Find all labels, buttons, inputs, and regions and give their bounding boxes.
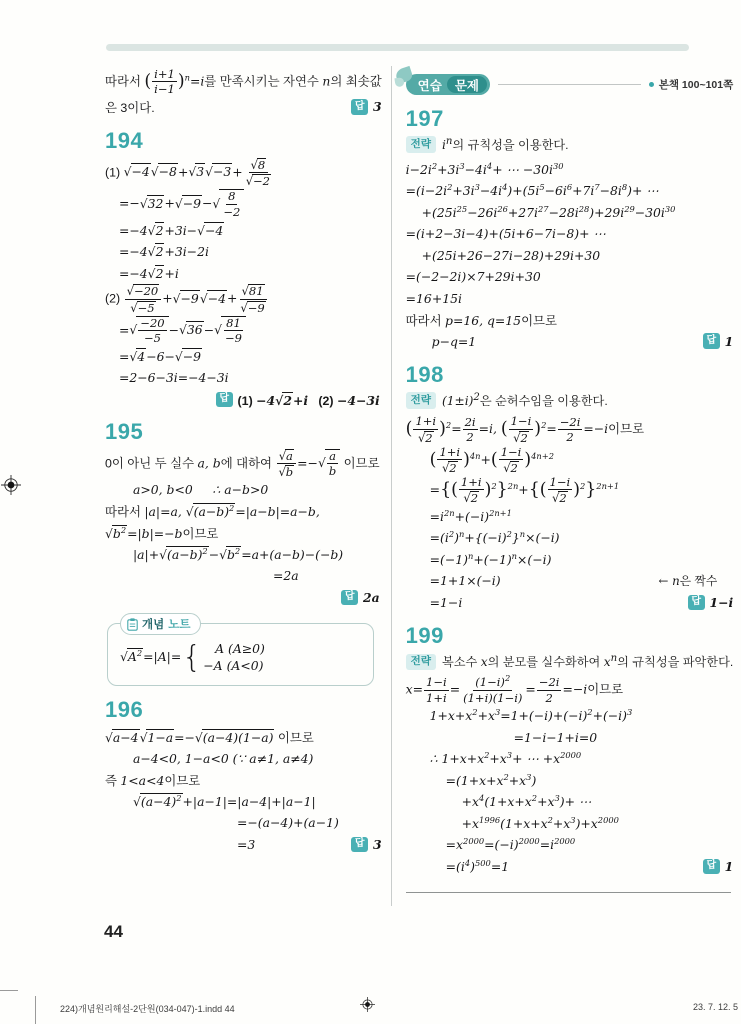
solution-line (406, 813, 734, 833)
solution-line (105, 284, 382, 314)
math-expression: 은 3이다. (105, 100, 155, 115)
math-expression: $=x^{2000}=(-i)^{2000}=i^{2000}$ (445, 836, 576, 853)
answer-badge: 답 (341, 590, 358, 606)
solution-line (105, 480, 382, 500)
answer (693, 859, 733, 875)
math-expression: =√4−6−√−9 (119, 349, 202, 365)
solution-line (105, 834, 382, 854)
math-expression: 0이 아닌 두 실수 a, b에 대하여 $\frac{√a}{√b}$ =−√ $\frac{a}{b}$ 이므로 (105, 448, 380, 479)
strategy-line (406, 653, 734, 670)
solution-line (406, 727, 734, 747)
book-page-reference: 본책 100~101쪽 (658, 79, 734, 91)
solution-line (105, 727, 382, 747)
answer (341, 99, 381, 115)
answer-badge: 답 (688, 595, 705, 611)
concept-note-title (120, 613, 201, 635)
problem-number: 197 (405, 106, 444, 131)
solution-line (105, 501, 382, 521)
math-expression: =−4√2+i (119, 265, 179, 281)
solution-line (406, 835, 734, 855)
solution-line (105, 158, 382, 188)
practice-pill (406, 74, 490, 95)
math-expression: =−4√2+3i−2i (119, 244, 209, 260)
problems-label: 문제 (447, 76, 487, 93)
answer-badge: 답 (703, 859, 720, 875)
solution-line (105, 346, 382, 366)
answer-line (105, 392, 380, 408)
math-expression: ∴ $1+x+x^2+x^3+$ ⋯ $+x^{2000}$ (429, 750, 582, 767)
math-expression: =(−2−2i)×7+29i+30 (405, 269, 541, 285)
math-expression: $√A^2=|A|=$ { A (A≥0) −A (A<0) (120, 639, 265, 675)
solution-line (406, 331, 734, 351)
solution-line (406, 770, 734, 790)
note-title-bold: 개념 (142, 619, 165, 632)
solution-line (406, 706, 734, 726)
solution-line (406, 792, 734, 812)
registration-mark-bottom (360, 997, 375, 1012)
math-expression: 따라서 |a|=a, $√(a-b)^2=|a-b|=a-b$, (105, 503, 320, 520)
strategy-text: $(1\pm i)^2$은 순허수임을 이용한다. (441, 392, 608, 409)
solution-line (406, 288, 734, 308)
math-expression: =1−i (429, 594, 463, 610)
solution-line (105, 263, 382, 283)
solution-line (120, 641, 361, 674)
solution-line (105, 97, 382, 117)
solution-line (406, 592, 734, 612)
problem-number: 199 (405, 623, 444, 649)
math-expression: (1) √−4√−8+√3√−3+ $\frac{√8}{√-2}$ (105, 157, 271, 189)
math-expression: $√b^2=|b|=-b$이므로 (105, 524, 219, 541)
solution-line (105, 544, 382, 564)
practice-problems-header (406, 74, 734, 95)
math-expression: $+x^4(1+x+x^2+x^3)+$ ⋯ (461, 793, 592, 810)
math-expression: (2) $\frac{√-20}{√-5}$ +√−9√−4+ $\frac{√81}{√-9}$ (105, 284, 265, 315)
page-number: 44 (104, 922, 123, 941)
answer-value: 2a (363, 590, 380, 606)
solution-line (406, 159, 734, 179)
math-expression: =2−6−3i=−4−3i (119, 370, 229, 386)
solution-line (105, 68, 382, 96)
math-expression: $=(i^4)^{500}=1$ (445, 857, 510, 874)
clipboard-icon (127, 618, 138, 631)
math-expression: 따라서 ( $\frac{i+1}{i-1}$ )$^n$=i를 만족시키는 자연수 n의 최솟값 (105, 66, 382, 96)
section-end-rule (406, 892, 732, 893)
solution-line (406, 224, 734, 244)
math-expression: $+(25i^{25}-26i^{26}+27i^{27}-28i^{28})+29i^{29}-30i^{30}$ (421, 203, 676, 220)
math-expression: +(25i+26−27i−28)+29i+30 (421, 247, 601, 263)
math-expression: 따라서 p=16, q=15이므로 (405, 312, 557, 328)
solution-line (406, 856, 734, 876)
answer (678, 595, 733, 611)
answer-value: (1) −4√2+i (2) −4−3i (237, 392, 380, 408)
solution-line (105, 220, 382, 240)
page-content (105, 66, 734, 906)
right-column-blocks (406, 106, 734, 876)
solution-line (105, 791, 382, 811)
solution-line (406, 415, 734, 444)
math-expression: $=i^{2n}+(-i)^{2n+1}$ (429, 507, 512, 524)
strategy-line (406, 392, 734, 409)
solution-line (406, 549, 734, 569)
strategy-badge: 전략 (406, 654, 436, 671)
math-expression: ( $\frac{1+i}{√2}$ )$^2$= $\frac{2i}{2}$ =i, ( $\frac{1-i}{√2}$ )$^2$= $\frac{-2i}{2}$ =−i이므로 (405, 414, 645, 445)
note-title-light: 노트 (168, 619, 191, 632)
answer (341, 837, 381, 853)
strategy-text: 복소수 x의 분모를 실수화하여 $x^n$의 규칙성을 파악한다. (441, 653, 734, 670)
solution-line (406, 245, 734, 265)
crop-mark-horizontal (0, 990, 18, 991)
solution-line (406, 446, 734, 475)
answer-value: 3 (373, 836, 382, 852)
solution-line (105, 368, 382, 388)
practice-label: 연습 (417, 78, 442, 93)
math-expression: 즉 1<a<4이므로 (105, 772, 201, 788)
solution-line (406, 749, 734, 769)
answer (693, 333, 733, 349)
bullet-icon (649, 82, 654, 87)
solution-line (105, 813, 382, 833)
answer-value: 1 (724, 333, 734, 349)
math-expression: =−(a−4)+(a−1) (237, 815, 339, 831)
solution-line (406, 267, 734, 287)
math-expression: =2a (273, 568, 299, 584)
solution-line (406, 528, 734, 548)
problem-number: 198 (405, 362, 444, 388)
solution-line (406, 310, 734, 330)
math-expression: $|a|+√(a-b)^2-√b^2=a+(a-b)-(-b)$ (133, 546, 344, 563)
math-expression: $√(a-4)^2+|a-1|=|a-4|+|a-1|$ (133, 793, 316, 810)
math-expression: =−√32+√−9−√ $\frac{8}{-2}$ (119, 189, 244, 218)
answer-value: 1 (724, 858, 734, 874)
solution-line (406, 476, 734, 505)
answer-value: 1−i (709, 594, 734, 610)
answer-badge: 답 (703, 333, 720, 349)
solution-line (406, 202, 734, 222)
math-expression: =1−i−1+i=0 (513, 729, 598, 745)
answer-value: 3 (373, 99, 382, 115)
answer-badge: 답 (351, 837, 368, 853)
side-annotation: ← n은 짝수 (658, 574, 718, 589)
strategy-badge: 전략 (406, 136, 436, 153)
answer-line (105, 590, 380, 606)
answer-badge: 답 (216, 392, 233, 408)
solution-line (105, 316, 382, 345)
problem-number: 194 (105, 127, 144, 153)
leaf-decoration-icon (394, 66, 414, 84)
problem-number: 195 (105, 418, 144, 444)
footer-date: 23. 7. 12. 5 (692, 1002, 738, 1012)
answer (206, 392, 380, 408)
math-expression: ={( $\frac{1+i}{√2}$ )$^2$}$^{2n}$+{( $\frac{1-i}{√2}$ )$^2$}$^{2n+1}$ (429, 474, 620, 506)
math-expression: $=(i^2)^n+\{(-i)^2\}^n\times(-i)$ (429, 529, 560, 546)
concept-note-box (107, 619, 374, 685)
solution-line (105, 748, 382, 768)
math-expression: $=(i-2i^2+3i^3-4i^4)+(5i^5-6i^6+7i^7-8i^8)+$ ⋯ (405, 181, 659, 199)
math-expression: =1+1×(−i) (429, 573, 501, 589)
math-expression: =√ $\frac{-20}{-5}$ −√36−√ $\frac{81}{-9}$ (119, 316, 246, 345)
math-expression: $1+x+x^2+x^3=1+(-i)+(-i)^2+(-i)^3$ (429, 707, 633, 724)
left-column (105, 66, 391, 856)
math-expression: =16+15i (405, 290, 462, 306)
solution-line (105, 449, 382, 479)
answer (331, 590, 379, 606)
footer-filename: 224)개념원리해설-2단원(034-047)-1.indd 44 (60, 1004, 235, 1014)
strategy-text: $i^n$의 규칙성을 이용한다. (441, 136, 569, 153)
top-decor-bar (106, 44, 689, 51)
registration-mark-left (1, 475, 21, 495)
header-rule (498, 84, 641, 85)
math-expression: $i-2i^2+3i^3-4i^4+$ ⋯ $-30i^{30}$ (405, 160, 564, 177)
solution-line (405, 673, 734, 705)
right-column (391, 66, 734, 906)
math-expression: √a−4√1−a=−√(a−4)(1−a) 이므로 (105, 729, 314, 745)
math-expression: a>0, b<0 ∴ a−b>0 (133, 482, 269, 498)
solution-line (406, 181, 734, 201)
solution-line (105, 770, 382, 790)
solution-line (105, 523, 382, 543)
solution-line (105, 189, 382, 218)
answer-badge: 답 (351, 99, 368, 115)
solution-line (406, 571, 734, 591)
math-expression: x= $\frac{1-i}{1+i}$ = $\frac{(1-i)^2}{(1+i)(1-i)}$ = $\frac{-2i}{2}$ =−i이므로 (405, 673, 624, 705)
math-expression: =(i+2−3i−4)+(5i+6−7i−8)+ ⋯ (405, 226, 606, 242)
solution-line (105, 241, 382, 261)
math-expression: ( $\frac{1+i}{√2}$ )$^{4n}$+( $\frac{1-i}{√2}$ )$^{4n+2}$ (429, 444, 555, 475)
math-expression: a−4<0, 1−a<0 (∵ a≠1, a≠4) (133, 750, 314, 766)
strategy-line (406, 136, 734, 153)
math-expression: p−q=1 (431, 333, 477, 349)
math-expression: $=(1+x+x^2+x^3)$ (445, 771, 537, 788)
math-expression: $+x^{1996}(1+x+x^2+x^3)+x^{2000}$ (461, 814, 619, 831)
solution-line (406, 506, 734, 526)
math-expression: =3 (237, 836, 256, 852)
math-expression: =−4√2+3i−√−4 (119, 222, 224, 238)
strategy-badge: 전략 (406, 392, 436, 409)
solution-line (105, 566, 382, 586)
math-expression: $=(-1)^n+(-1)^n\times(-i)$ (429, 550, 552, 567)
crop-mark-vertical (35, 996, 36, 1024)
problem-number: 196 (105, 696, 144, 722)
